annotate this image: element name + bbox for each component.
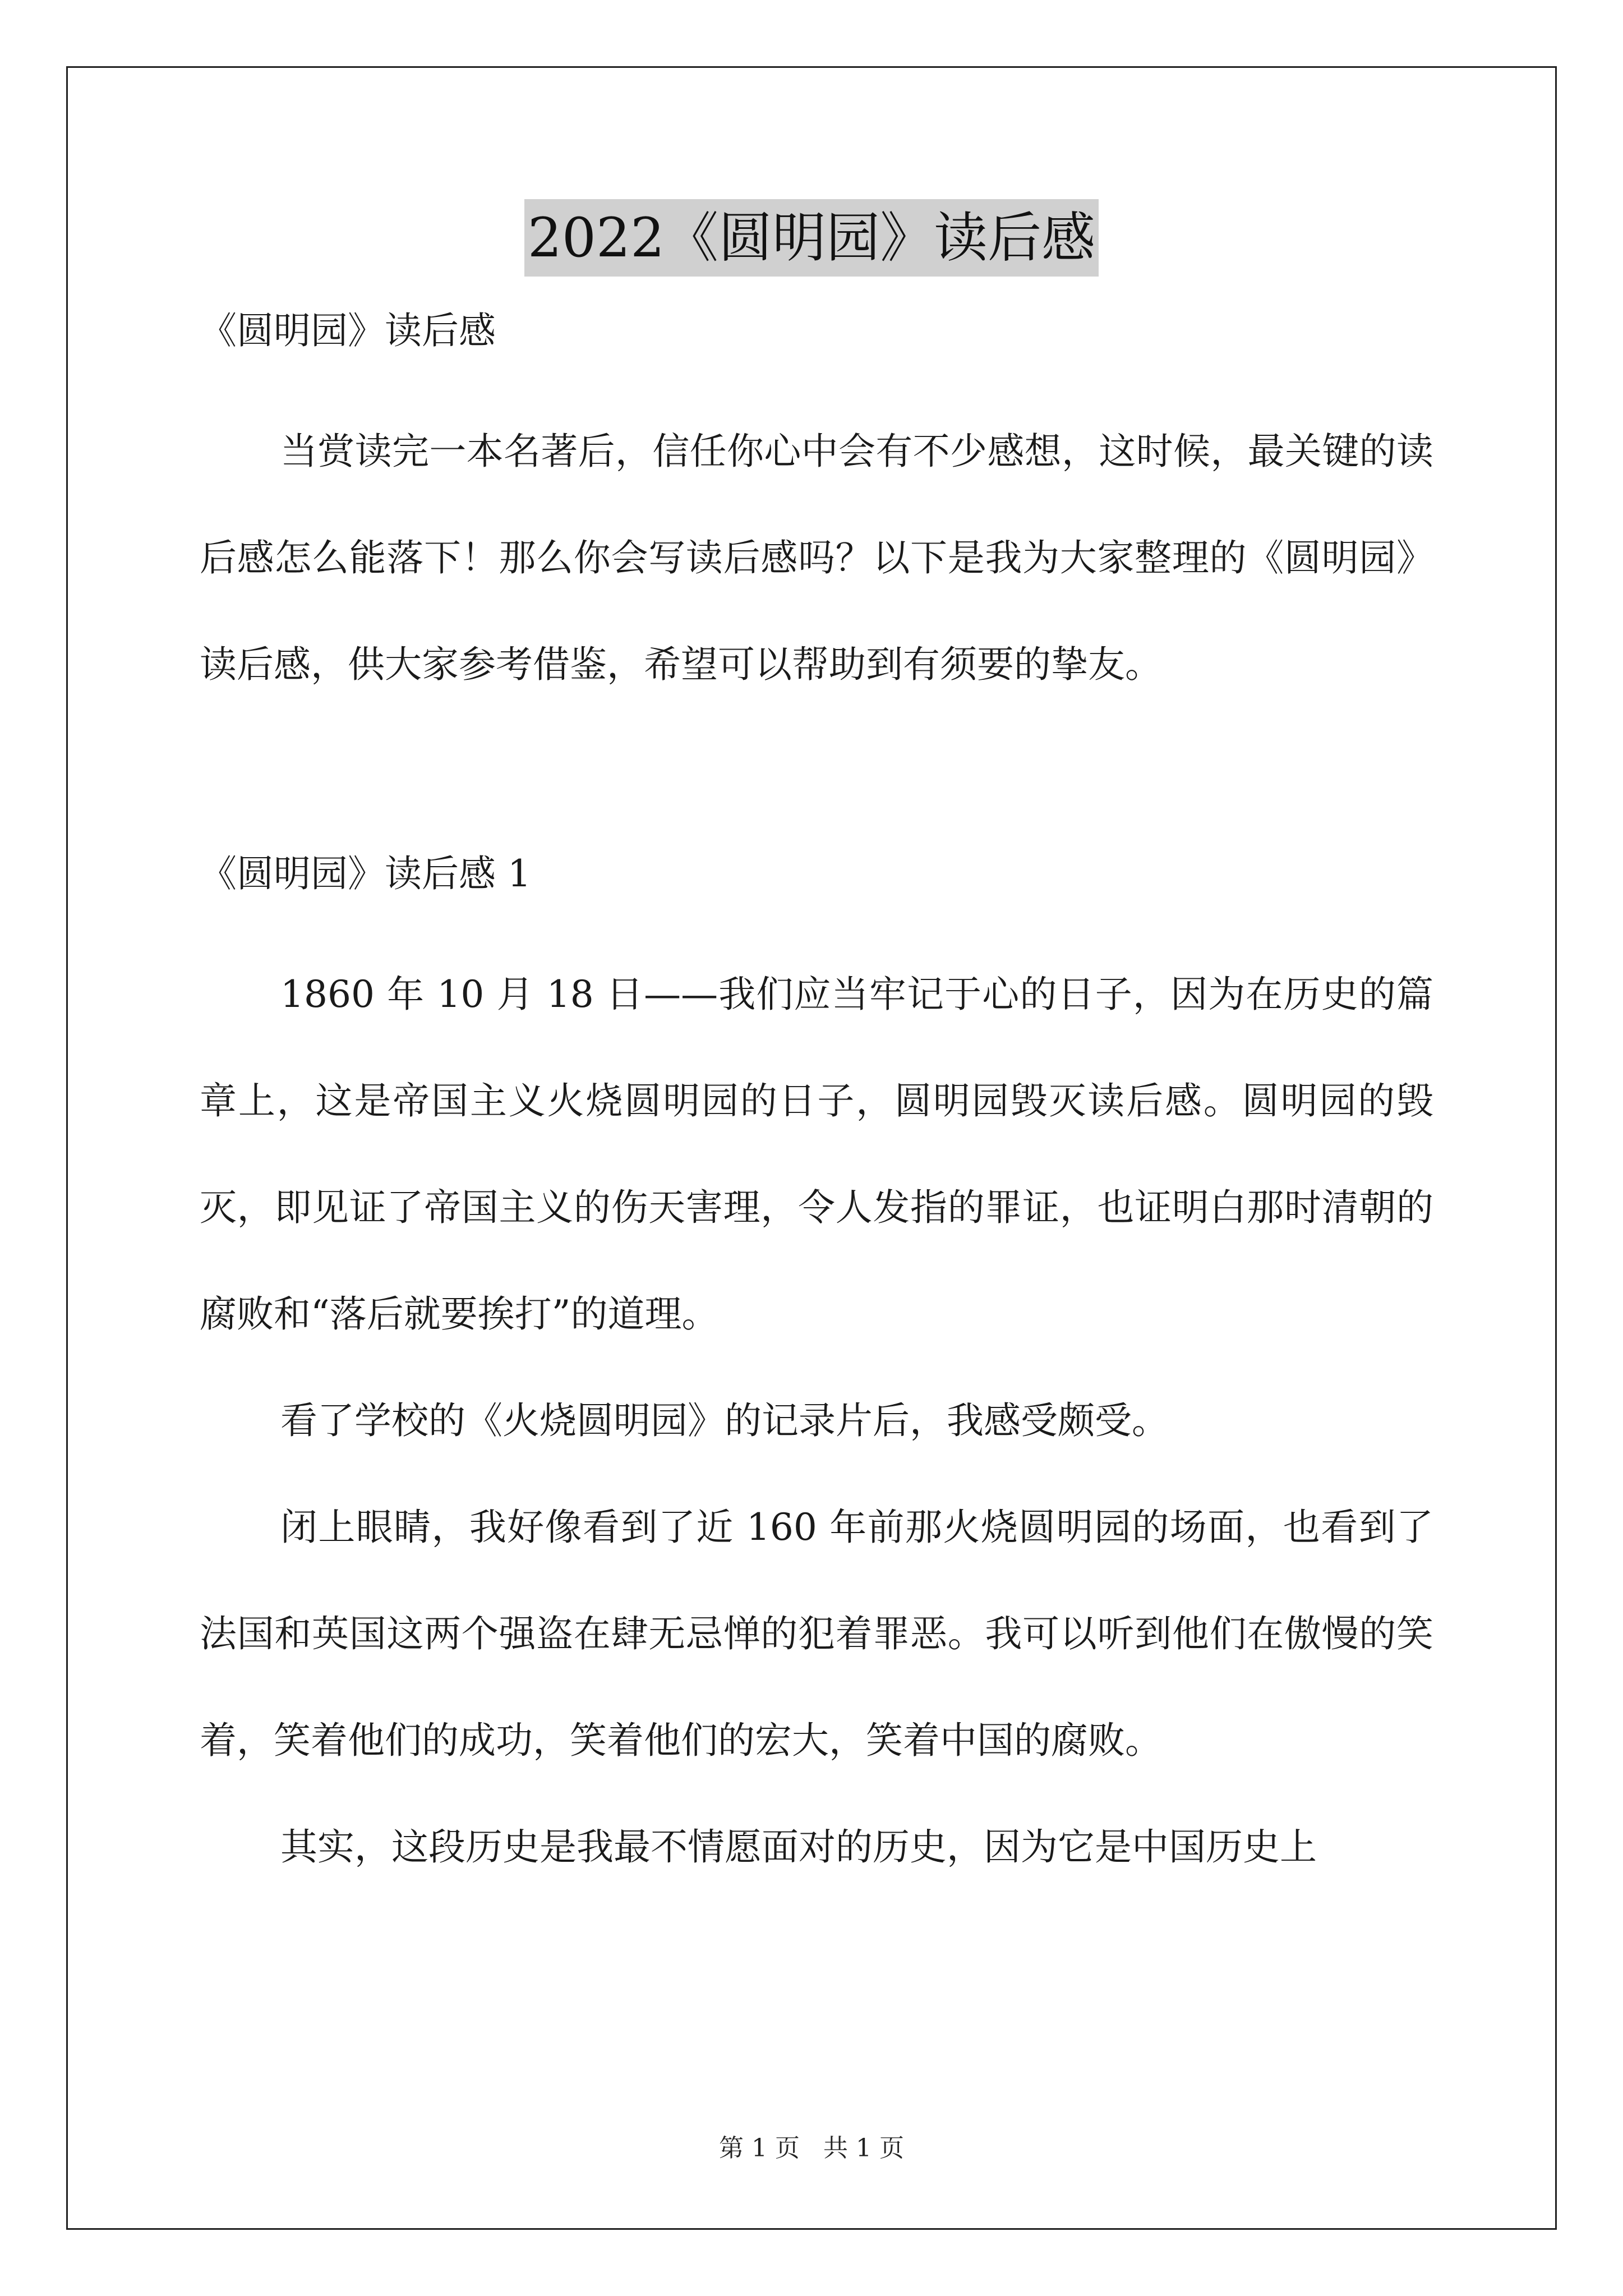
page-number: 第 1 页 <box>719 2134 800 2162</box>
body-paragraph: 闭上眼睛，我好像看到了近 160 年前那火烧圆明园的场面，也看到了法国和英国这两个强盗在肆无忌惮的犯着罪恶。我可以听到他们在傲慢的笑着，笑着他们的成功，笑着他们的宏大，笑着中国的腐败。 <box>200 1506 1433 1762</box>
section-spacer <box>200 718 1433 846</box>
intro-heading: 《圆明园》读后感 <box>200 309 496 352</box>
page-footer <box>0 2132 1623 2165</box>
body-paragraph: 看了学校的《火烧圆明园》的记录片后，我感受颇受。 <box>280 1399 1169 1442</box>
page-total: 共 1 页 <box>823 2134 904 2162</box>
intro-paragraph: 当赏读完一本名著后，信任你心中会有不少感想，这时候，最关键的读后感怎么能落下！那么你会写读后感吗？以下是我为大家整理的《圆明园》读后感，供大家参考借鉴，希望可以帮助到有须要的挚友。 <box>200 430 1433 686</box>
body-paragraph: 1860 年 10 月 18 日——我们应当牢记于心的日子，因为在历史的篇章上，这是帝国主义火烧圆明园的日子，圆明园毁灭读后感。圆明园的毁灭，即见证了帝国主义的伤天害理，令人发指的罪证，也证明白那时清朝的腐败和“落后就要挨打”的道理。 <box>200 973 1433 1336</box>
document-body <box>200 303 1433 1901</box>
section-heading: 《圆明园》读后感 1 <box>200 852 531 895</box>
document-title: 2022《圆明园》读后感 <box>524 199 1099 277</box>
spacer <box>200 359 1433 398</box>
body-paragraph: 其实，这段历史是我最不情愿面对的历史，因为它是中国历史上 <box>280 1825 1317 1869</box>
spacer <box>200 902 1433 941</box>
title-container <box>0 199 1623 277</box>
